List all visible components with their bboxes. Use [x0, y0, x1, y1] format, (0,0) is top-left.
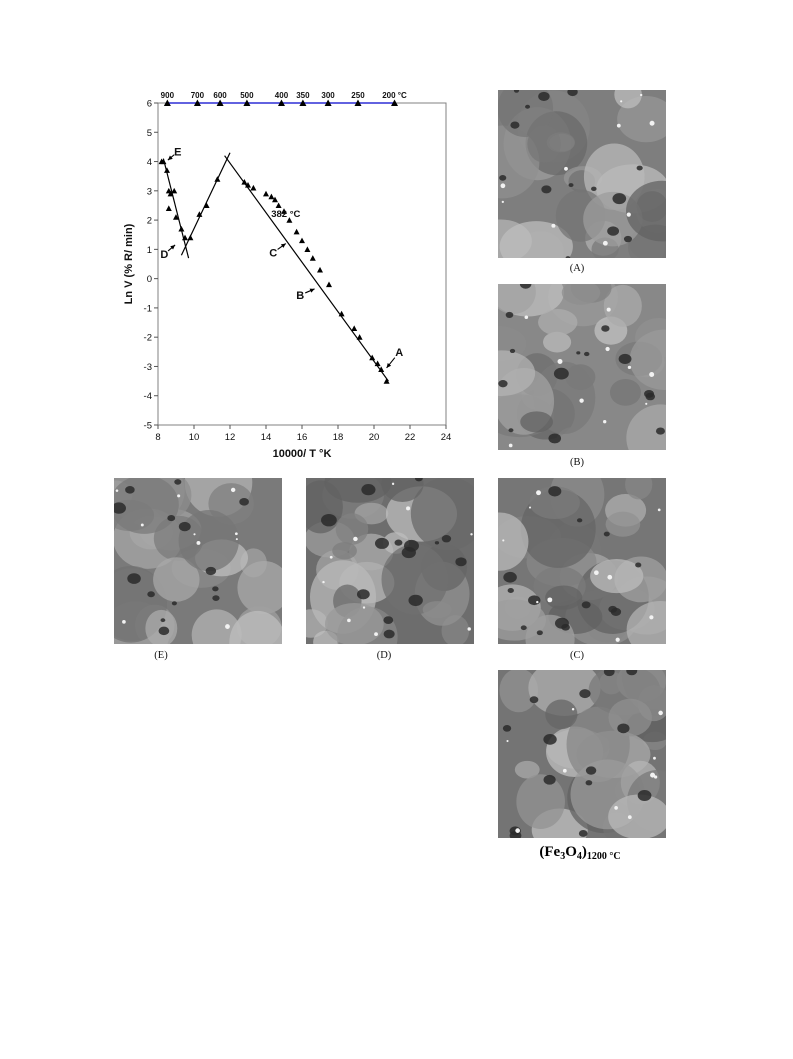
pore	[530, 696, 539, 703]
pore	[584, 352, 589, 356]
bright-speck	[231, 488, 235, 492]
y-tick-label: -5	[143, 420, 152, 432]
bright-speck	[536, 490, 541, 495]
bright-speck	[627, 212, 631, 216]
data-point	[187, 235, 193, 241]
pore	[125, 486, 135, 494]
bright-speck	[502, 201, 504, 203]
fe3o4-1200c-label	[495, 844, 665, 862]
bright-speck	[235, 532, 238, 535]
bright-speck	[392, 483, 394, 485]
bright-speck	[653, 757, 656, 760]
pore	[167, 515, 175, 521]
plot-frame	[158, 103, 446, 425]
bright-speck	[525, 315, 529, 319]
bright-speck	[658, 509, 661, 512]
pore	[538, 92, 549, 101]
pore	[607, 226, 619, 235]
micrograph-e-image	[114, 478, 282, 644]
pore	[548, 486, 561, 496]
pore	[591, 187, 597, 191]
data-point	[164, 167, 170, 173]
pore	[506, 312, 514, 318]
pore	[179, 522, 191, 531]
data-point	[214, 176, 220, 182]
pore	[601, 325, 609, 332]
caption-d: (D)	[376, 650, 392, 661]
bright-speck	[122, 620, 126, 624]
pore	[206, 567, 216, 575]
data-point	[317, 267, 323, 273]
bright-speck	[353, 537, 358, 541]
x-tick-label: 16	[296, 432, 308, 443]
bright-speck	[607, 308, 611, 312]
pore	[543, 734, 556, 745]
grain	[325, 603, 384, 644]
pore	[499, 175, 506, 181]
fe-label-o: O	[565, 844, 577, 860]
pore	[172, 601, 177, 605]
bright-speck	[645, 403, 647, 405]
x-tick-label: 12	[224, 432, 236, 443]
micrograph-b	[498, 284, 666, 450]
pore	[521, 625, 527, 630]
x-tick-label: 22	[404, 432, 416, 443]
caption-e: (E)	[154, 650, 168, 661]
pore	[455, 557, 466, 566]
pore	[528, 595, 540, 605]
pore	[383, 616, 393, 624]
temperature-label: 900	[160, 91, 175, 100]
pore	[638, 790, 652, 801]
y-tick-label: 0	[146, 274, 152, 286]
y-axis-label: Ln V (% R/ min)	[123, 223, 135, 305]
pore	[510, 121, 519, 128]
bright-speck	[649, 372, 654, 377]
bright-speck	[617, 124, 621, 128]
bright-speck	[614, 806, 618, 810]
grain	[520, 411, 553, 432]
pore	[617, 723, 629, 733]
bright-speck	[406, 506, 410, 510]
bright-speck	[468, 627, 471, 630]
grain	[538, 309, 577, 336]
pore	[408, 595, 422, 606]
bright-speck	[501, 183, 506, 188]
bright-speck	[649, 615, 653, 619]
fit-line	[163, 159, 188, 259]
bright-speck	[572, 708, 574, 710]
temperature-label: 600	[213, 91, 227, 100]
x-tick-label: 8	[155, 432, 161, 443]
bright-speck	[547, 597, 552, 602]
pore	[508, 428, 513, 432]
pore	[554, 368, 569, 380]
pore	[435, 541, 439, 544]
grain	[608, 699, 652, 737]
bright-speck	[654, 775, 657, 778]
bright-speck	[347, 619, 351, 623]
y-tick-label: 6	[146, 98, 152, 110]
pore	[357, 589, 370, 599]
micrograph-fe3o4	[498, 670, 666, 838]
grain	[336, 513, 369, 545]
pore	[510, 349, 515, 353]
annotation-label: D	[160, 249, 169, 262]
pore	[361, 484, 375, 495]
pore	[612, 193, 626, 204]
x-tick-label: 20	[368, 432, 380, 443]
micrograph-fe3o4-image	[498, 670, 666, 838]
bright-speck	[579, 399, 583, 403]
bright-speck	[141, 524, 144, 527]
bright-speck	[363, 606, 365, 608]
data-point	[276, 202, 282, 208]
pore	[503, 725, 511, 732]
bright-speck	[558, 359, 563, 364]
x-tick-label: 14	[260, 432, 272, 443]
pore	[637, 166, 643, 171]
fe-label-temperature: 1200 °C	[586, 851, 621, 862]
bright-speck	[551, 224, 555, 228]
bright-speck	[628, 366, 631, 369]
annotation-label: A	[395, 347, 404, 360]
annotation-label: C	[269, 247, 278, 260]
pore	[174, 479, 181, 485]
fe-label-close: )	[581, 844, 587, 860]
pore	[212, 586, 218, 591]
temperature-label: 300	[321, 91, 335, 100]
pore	[576, 351, 580, 354]
pore	[508, 588, 514, 593]
pore	[147, 591, 155, 597]
bright-speck	[620, 100, 622, 102]
bright-speck	[502, 539, 504, 541]
y-tick-label: 3	[146, 186, 152, 198]
bright-speck	[196, 541, 200, 545]
data-point	[250, 185, 256, 191]
bright-speck	[470, 533, 472, 535]
annotation-label: B	[296, 290, 305, 303]
pore	[635, 563, 641, 568]
pore	[586, 780, 593, 785]
pore	[239, 498, 249, 506]
temperature-label: 500	[240, 91, 254, 100]
bright-speck	[607, 575, 612, 580]
x-tick-label: 10	[188, 432, 200, 443]
bright-speck	[116, 489, 119, 492]
data-point	[263, 191, 269, 197]
pore	[159, 627, 170, 635]
pore	[161, 618, 166, 622]
pore	[577, 518, 582, 522]
y-tick-label: 1	[146, 244, 152, 256]
bright-speck	[236, 538, 238, 540]
micrograph-c-image	[498, 478, 666, 644]
data-point	[299, 238, 305, 244]
micrograph-c	[498, 478, 666, 644]
pore	[321, 514, 337, 526]
temperature-label: 400	[274, 91, 289, 100]
caption-a: (A)	[569, 263, 585, 274]
fit-line	[225, 156, 389, 381]
bright-speck	[515, 828, 520, 833]
bright-speck	[322, 581, 324, 583]
bright-speck	[628, 815, 632, 819]
bright-speck	[640, 94, 642, 96]
pore	[619, 354, 632, 364]
pore	[404, 540, 419, 552]
pore	[548, 433, 561, 443]
pore	[503, 572, 517, 583]
pore	[384, 630, 395, 639]
data-point	[166, 205, 172, 211]
bright-speck	[650, 121, 655, 126]
bright-speck	[563, 769, 567, 773]
bright-speck	[603, 420, 606, 423]
pore	[579, 689, 590, 698]
bright-speck	[605, 347, 609, 351]
y-tick-label: 2	[146, 215, 152, 227]
fe-label-open: (Fe	[539, 844, 561, 860]
pore	[586, 766, 596, 774]
data-point	[304, 246, 310, 252]
bright-speck	[594, 570, 599, 575]
pore	[442, 535, 451, 542]
fe-label-sub-4: 4	[576, 851, 582, 862]
pore	[569, 183, 574, 187]
micrograph-d-image	[306, 478, 474, 644]
pore	[127, 573, 141, 584]
y-tick-label: 4	[146, 157, 152, 169]
bright-speck	[177, 494, 180, 497]
grain	[606, 512, 641, 537]
bright-speck	[225, 624, 230, 629]
grain	[423, 601, 452, 618]
y-tick-label: -3	[143, 361, 152, 373]
grain	[545, 699, 577, 729]
annotation-label: E	[174, 146, 182, 159]
pore	[646, 393, 656, 401]
pore	[611, 608, 621, 616]
x-axis-label: 10000/ T °K	[272, 448, 332, 460]
data-point	[268, 194, 274, 200]
ln-v-vs-inverse-temperature-chart	[100, 85, 460, 470]
pore	[395, 540, 403, 546]
y-tick-label: -1	[143, 303, 152, 315]
pore	[537, 630, 543, 635]
pore	[212, 595, 219, 601]
temperature-label: 700	[190, 91, 205, 100]
pore	[375, 538, 389, 549]
micrograph-a-image	[498, 90, 666, 258]
y-tick-label: 5	[146, 127, 152, 139]
temperature-label: 200 °C	[382, 91, 407, 100]
x-tick-label: 24	[440, 432, 452, 443]
pore	[541, 185, 551, 193]
grain	[610, 379, 641, 406]
grain	[179, 510, 239, 571]
bright-speck	[374, 632, 378, 636]
grain	[547, 132, 575, 152]
x-tick-label: 18	[332, 432, 344, 443]
bright-speck	[564, 167, 568, 171]
annotation-label: 382 °C	[271, 209, 301, 221]
bright-speck	[536, 601, 538, 603]
bright-speck	[529, 506, 531, 508]
data-point	[294, 229, 300, 235]
pore	[624, 236, 632, 242]
pore	[498, 380, 507, 387]
caption-b: (B)	[570, 457, 584, 468]
y-tick-label: -4	[143, 391, 152, 403]
data-point	[310, 255, 316, 261]
pore	[544, 775, 556, 785]
pore	[582, 601, 591, 608]
y-tick-label: -2	[143, 332, 152, 344]
pore	[656, 428, 665, 435]
grain	[516, 774, 565, 829]
bright-speck	[330, 556, 333, 559]
micrograph-a	[498, 90, 666, 258]
bright-speck	[506, 740, 508, 742]
grain	[332, 542, 357, 559]
pore	[604, 532, 610, 537]
data-point	[178, 226, 184, 232]
temperature-label: 250	[351, 91, 365, 100]
bright-speck	[509, 444, 513, 448]
micrograph-e	[114, 478, 282, 644]
micrograph-b-image	[498, 284, 666, 450]
data-point	[384, 378, 390, 384]
annotation-arrowhead	[281, 244, 286, 248]
pore	[525, 105, 530, 109]
data-point	[357, 334, 363, 340]
grain	[545, 585, 582, 609]
caption-c: (C)	[570, 650, 584, 661]
data-point	[351, 325, 357, 331]
micrograph-d	[306, 478, 474, 644]
bright-speck	[193, 533, 195, 535]
fe-label-sub-3: 3	[560, 851, 566, 862]
pore	[555, 618, 569, 629]
bright-speck	[616, 638, 620, 642]
pore	[579, 830, 588, 837]
temperature-label: 350	[296, 91, 310, 100]
data-point	[326, 281, 332, 287]
bright-speck	[658, 711, 663, 716]
bright-speck	[603, 241, 608, 246]
